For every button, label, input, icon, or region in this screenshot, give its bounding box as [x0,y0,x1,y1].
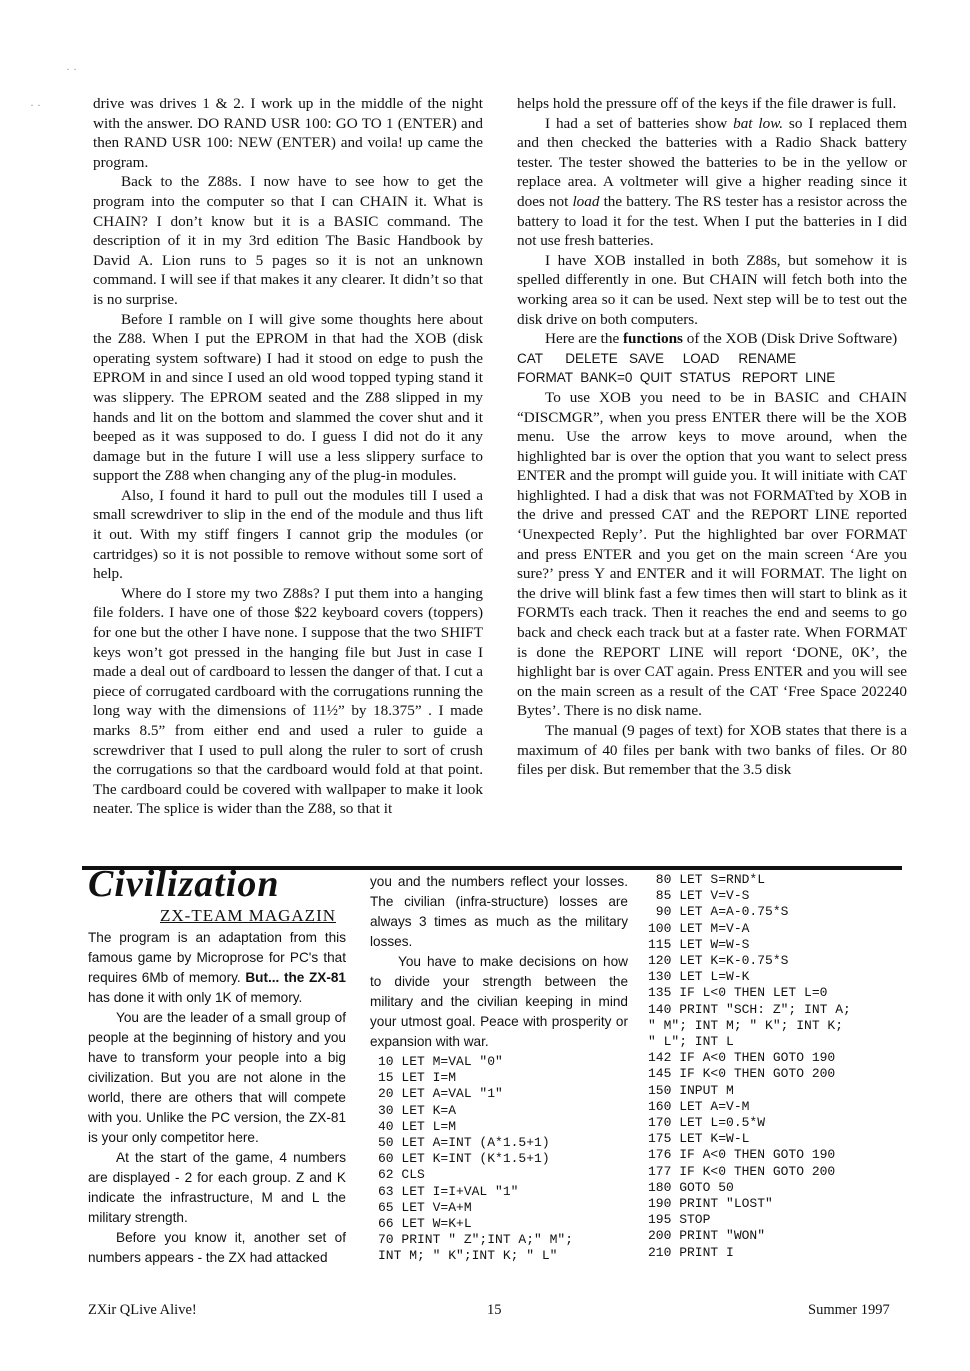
code-line: 63 LET I=I+VAL "1" [378,1183,519,1199]
paragraph: Also, I found it hard to pull out the modules till I used a small screwdriver to slip in the end of the module and thus lift it out. With my stiff fingers I cannot grip the modules (or cartridges) so it is not possible to remove without some sort of help. [93,486,483,583]
code-line: 80 LET S=RND*L [648,872,766,887]
code-line: 200 PRINT "WON" [648,1228,766,1244]
code-line: 175 LET K=W-L [648,1131,750,1147]
article-column-1 [88,928,346,1268]
code-line: 150 INPUT M [648,1082,734,1098]
code-line: INT M; " K";INT K; " L" [378,1248,558,1264]
footer-right: Summer 1997 [808,1302,890,1318]
xob-function-list: FORMAT BANK=0 QUIT STATUS REPORT LINE [517,370,836,386]
code-line: 190 PRINT "LOST" [648,1196,773,1212]
paragraph: At the start of the game, 4 numbers are displayed - 2 for each group. Z and K indicate the infrastructure, M and L the military strength. [88,1150,346,1225]
code-line: 195 STOP [648,1212,711,1228]
code-line: 130 LET L=W-K [648,969,750,985]
emphasis: load [572,192,600,210]
footer-left: ZXir QLive Alive! [88,1302,197,1318]
left-column [93,94,483,819]
code-line: 170 LET L=0.5*W [648,1115,766,1131]
code-line: 20 LET A=VAL "1" [378,1086,503,1102]
page-number: 15 [487,1302,502,1318]
bold-text: But... the ZX-81 [245,970,346,985]
article-column-2 [370,872,628,1265]
code-line: 65 LET V=A+M [378,1199,472,1215]
paragraph: Where do I store my two Z88s? I put them into a hanging file folders. I have one of those $22 keyboard covers (toppers) for one but the other I have none. I suppose that the two SHIFT keys won’t got pressed in the hanging file but Just in case I made a deal out of cardboard to lessen the danger of that. I cut a piece of corrugated cardboard with the corrugations running the long way with the dimensions of 11½” by 18.375” . I made marks 8.5” from either end and used a ruler to guide a screwdriver that I used to pull along the ruler to sort of crush the corrugations so that the cardboard would fold at that point. The cardboard could be covered with wallpaper to make it look neater. The splice is wider than the Z88, so that it [93,584,483,818]
emphasis: bat low. [733,114,784,132]
right-column [517,94,907,780]
paragraph: Before you know it, another set of numbers appears - the ZX had attacked [88,1230,346,1265]
code-line: 30 LET K=A [378,1102,457,1118]
bold-text: functions [623,330,683,348]
code-line: 90 LET A=A-0.75*S [648,904,789,920]
article-subtitle: ZX-TEAM MAGAZIN [160,906,337,925]
code-line: 177 IF K<0 THEN GOTO 200 [648,1163,836,1179]
code-line: " M"; INT M; " K"; INT K; [648,1017,844,1033]
article-title: Civilization [88,863,280,905]
code-line: 50 LET A=INT (A*1.5+1) [378,1135,550,1151]
code-line: 210 PRINT I [648,1244,734,1260]
code-listing [378,1054,628,1265]
paragraph: Here are the functions of the XOB (Disk Drive Software) [545,330,898,348]
code-line: 85 LET V=V-S [648,888,750,904]
paragraph: You are the leader of a small group of people at the beginning of history and you have to transform your people into a big civilization. But you are not alone in the world, there are others that will compete with you. Unlike the PC version, the ZX-81 is your only competitor here. [88,1010,346,1145]
code-line: 176 IF A<0 THEN GOTO 190 [648,1147,836,1163]
code-line: 70 PRINT " Z";INT A;" M"; [378,1232,574,1248]
code-line: 142 IF A<0 THEN GOTO 190 [648,1050,836,1066]
paragraph: you and the numbers reflect your losses. The civilian (infra-structure) losses are always 3 times as much as the military losses. [370,874,628,949]
code-line: 62 CLS [378,1167,425,1183]
paragraph: I had a set of batteries show bat low. so I replaced them and then checked the batteries with a Radio Shack battery tester. The tester showed the batteries to be in the yellow or replace area. A voltmeter will give a higher reading since it does not load the battery. The RS tester has a resistor across the battery to load it for the test. When I put the batteries in I did not use fresh batteries. [517,114,908,250]
scan-speck: · · [30,98,41,112]
code-line: 10 LET M=VAL "0" [378,1054,503,1069]
code-line: 60 LET K=INT (K*1.5+1) [378,1151,550,1167]
code-line: 15 LET I=M [378,1070,457,1086]
scan-speck: · · [66,62,77,76]
paragraph: Back to the Z88s. I now have to see how to get the program into the computer so that I can CHAIN it. What is CHAIN? I don’t know but it is a BASIC command. The description of it in my 3rd edition The Basic Handbook by David A. Lion runs to 5 pages so it is not an unknown command. I will see if that makes it any clearer. It didn’t so that is no surprise. [93,173,483,308]
code-line: 135 IF L<0 THEN LET L=0 [648,985,828,1001]
code-line: 120 LET K=K-0.75*S [648,953,789,969]
code-line: 115 LET W=W-S [648,936,750,952]
code-line: " L"; INT L [648,1034,734,1050]
paragraph: drive was drives 1 & 2. I work up in the middle of the night with the answer. DO RAND USR 100: GO TO 1 (ENTER) and then RAND USR 100: NEW (ENTER) and voila! up came the program. [93,95,483,171]
code-line: 40 LET L=M [378,1118,457,1134]
paragraph: The program is an adaptation from this famous game by Microprose for PC's that requires 6Mb of memory. But... the ZX-81 has done it with only 1K of memory. [88,930,346,1005]
code-line: 160 LET A=V-M [648,1098,750,1114]
code-listing-right [648,872,908,1261]
code-line: 145 IF K<0 THEN GOTO 200 [648,1066,836,1082]
code-line: 66 LET W=K+L [378,1216,472,1232]
code-line: 140 PRINT "SCH: Z"; INT A; [648,1001,851,1017]
paragraph: I have XOB installed in both Z88s, but somehow it is spelled differently in one. But CHAIN will fetch both into the working area so it can be used. Next step will be to test out the disk drive on both computers. [517,251,907,328]
xob-function-list: CAT DELETE SAVE LOAD RENAME [517,350,797,366]
code-line: 180 GOTO 50 [648,1179,734,1195]
code-line: 100 LET M=V-A [648,920,750,936]
paragraph: Before I ramble on I will give some thoughts here about the Z88. When I put the EPROM in that had the XOB (disk operating system software) I had it stood on edge to push the EPROM in and since I used an old wood topped typing stand it was slippery. The EPROM seated and the Z88 slipped in my hands and lit on the bottom and slammed the cover shut and it beeped as it was supposed to do. I guess I did not do it any damage but in the future I will use a less slippery surface to support the Z88 when changing any of the plug-in modules. [93,310,483,485]
paragraph: The manual (9 pages of text) for XOB states that there is a maximum of 40 files per bank with two banks of files. Or 80 files per disk. But remember that the 3.5 disk [517,722,907,779]
paragraph: helps hold the pressure off of the keys if the file drawer is full. [517,95,897,112]
paragraph: You have to make decisions on how to divide your strength between the military and the civilian keeping in mind your utmost goal. Peace with prosperity or expansion with war. [370,954,628,1049]
paragraph: To use XOB you need to be in BASIC and CHAIN “DISCMGR”, when you press ENTER there will be the XOB menu. Use the arrow keys to move around, when the highlighted bar is over the option that you want to select press ENTER and the prompt will guide you. It will initiate with CAT highlighted. I had a disk that was not FORMATted by XOB in the drive and pressed CAT and the REPORT LINE reported ‘Unexpected Reply’. Put the highlighted bar over FORMAT and press ENTER and you get on the main screen ‘Are you sure?’ press Y and ENTER and it will FORMAT. The light on the drive will blink fast a few times then will start to blink as it FORMTs each track. Then it reaches the end and seems to go back and check each track but at a faster rate. When FORMAT is done the REPORT LINE will report ‘DONE, 0K’, the highlight bar is over CAT again. Press ENTER and you will see on the main screen as a result of the CAT ‘Free Space 202240 Bytes’. There is no disk name. [517,388,907,720]
